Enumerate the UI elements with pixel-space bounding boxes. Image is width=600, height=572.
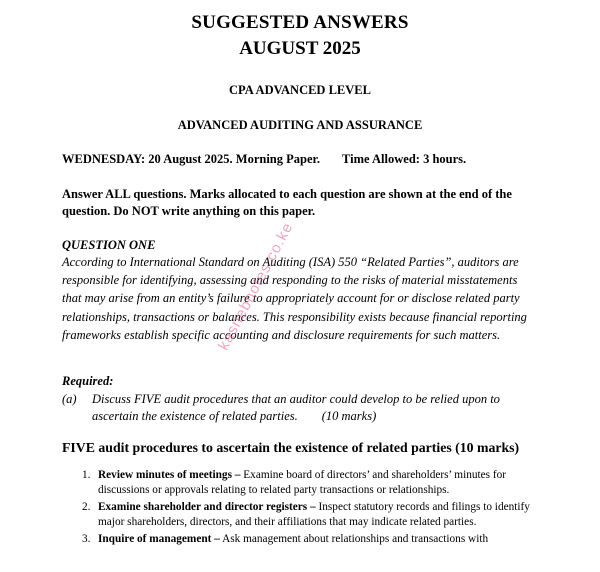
item-number: 1. bbox=[82, 469, 91, 481]
item-number: 3. bbox=[82, 533, 91, 545]
part-text: Discuss FIVE audit procedures that an auditor could develop to be relied upon to ascertain the existence of related parties. bbox=[92, 392, 500, 423]
question-text: According to International Standard on Auditing (ISA) 550 “Related Parties”, auditors are responsible for identifying, assessing and responding to the risks of material misstatements that may arise from an entity’s failure to appropriately account for or disclose related party relationships, transactions or balances. This responsibility exists because financial reporting frameworks establish specific accounting and disclosure requirements for such matters. bbox=[62, 255, 527, 342]
item-term: Review minutes of meetings – bbox=[98, 469, 241, 481]
required-heading: Required: bbox=[62, 374, 114, 388]
item-text: Examine board of directors’ and shareholders’ minutes for discussions or approvals relating to related party transactions or relationships. bbox=[98, 469, 507, 496]
question-heading: QUESTION ONE bbox=[62, 238, 156, 252]
exam-date: WEDNESDAY: 20 August 2025. Morning Paper. bbox=[62, 152, 321, 166]
item-number: 2. bbox=[82, 501, 91, 513]
list-item bbox=[62, 532, 530, 547]
list-item bbox=[62, 500, 530, 530]
answer-heading: FIVE audit procedures to ascertain the existence of related parties (10 marks) bbox=[62, 440, 520, 455]
procedure-list bbox=[62, 468, 530, 549]
part-label: (a) bbox=[62, 392, 77, 406]
document-title: SUGGESTED ANSWERS bbox=[191, 12, 409, 33]
exam-level: CPA ADVANCED LEVEL bbox=[229, 83, 371, 97]
item-term: Examine shareholder and director registers – bbox=[98, 501, 316, 513]
list-item bbox=[62, 468, 530, 498]
document-date-title: AUGUST 2025 bbox=[239, 38, 361, 59]
item-text: Ask management about relationships and transactions with bbox=[219, 533, 489, 545]
required-part-a bbox=[62, 391, 532, 425]
exam-date-line bbox=[62, 152, 466, 167]
exam-instructions: Answer ALL questions. Marks allocated to each question are shown at the end of the question. Do NOT write anything on this paper. bbox=[62, 187, 512, 218]
watermark: kasnebnotes.co.ke bbox=[215, 219, 297, 353]
item-term: Inquire of management – bbox=[98, 533, 220, 545]
part-marks: (10 marks) bbox=[321, 409, 377, 423]
exam-subject: ADVANCED AUDITING AND ASSURANCE bbox=[177, 118, 423, 132]
item-text: Inspect statutory records and filings to identify major shareholders, directors, and their affiliations that may indicate related parties. bbox=[98, 501, 530, 528]
time-allowed: Time Allowed: 3 hours. bbox=[342, 152, 467, 166]
